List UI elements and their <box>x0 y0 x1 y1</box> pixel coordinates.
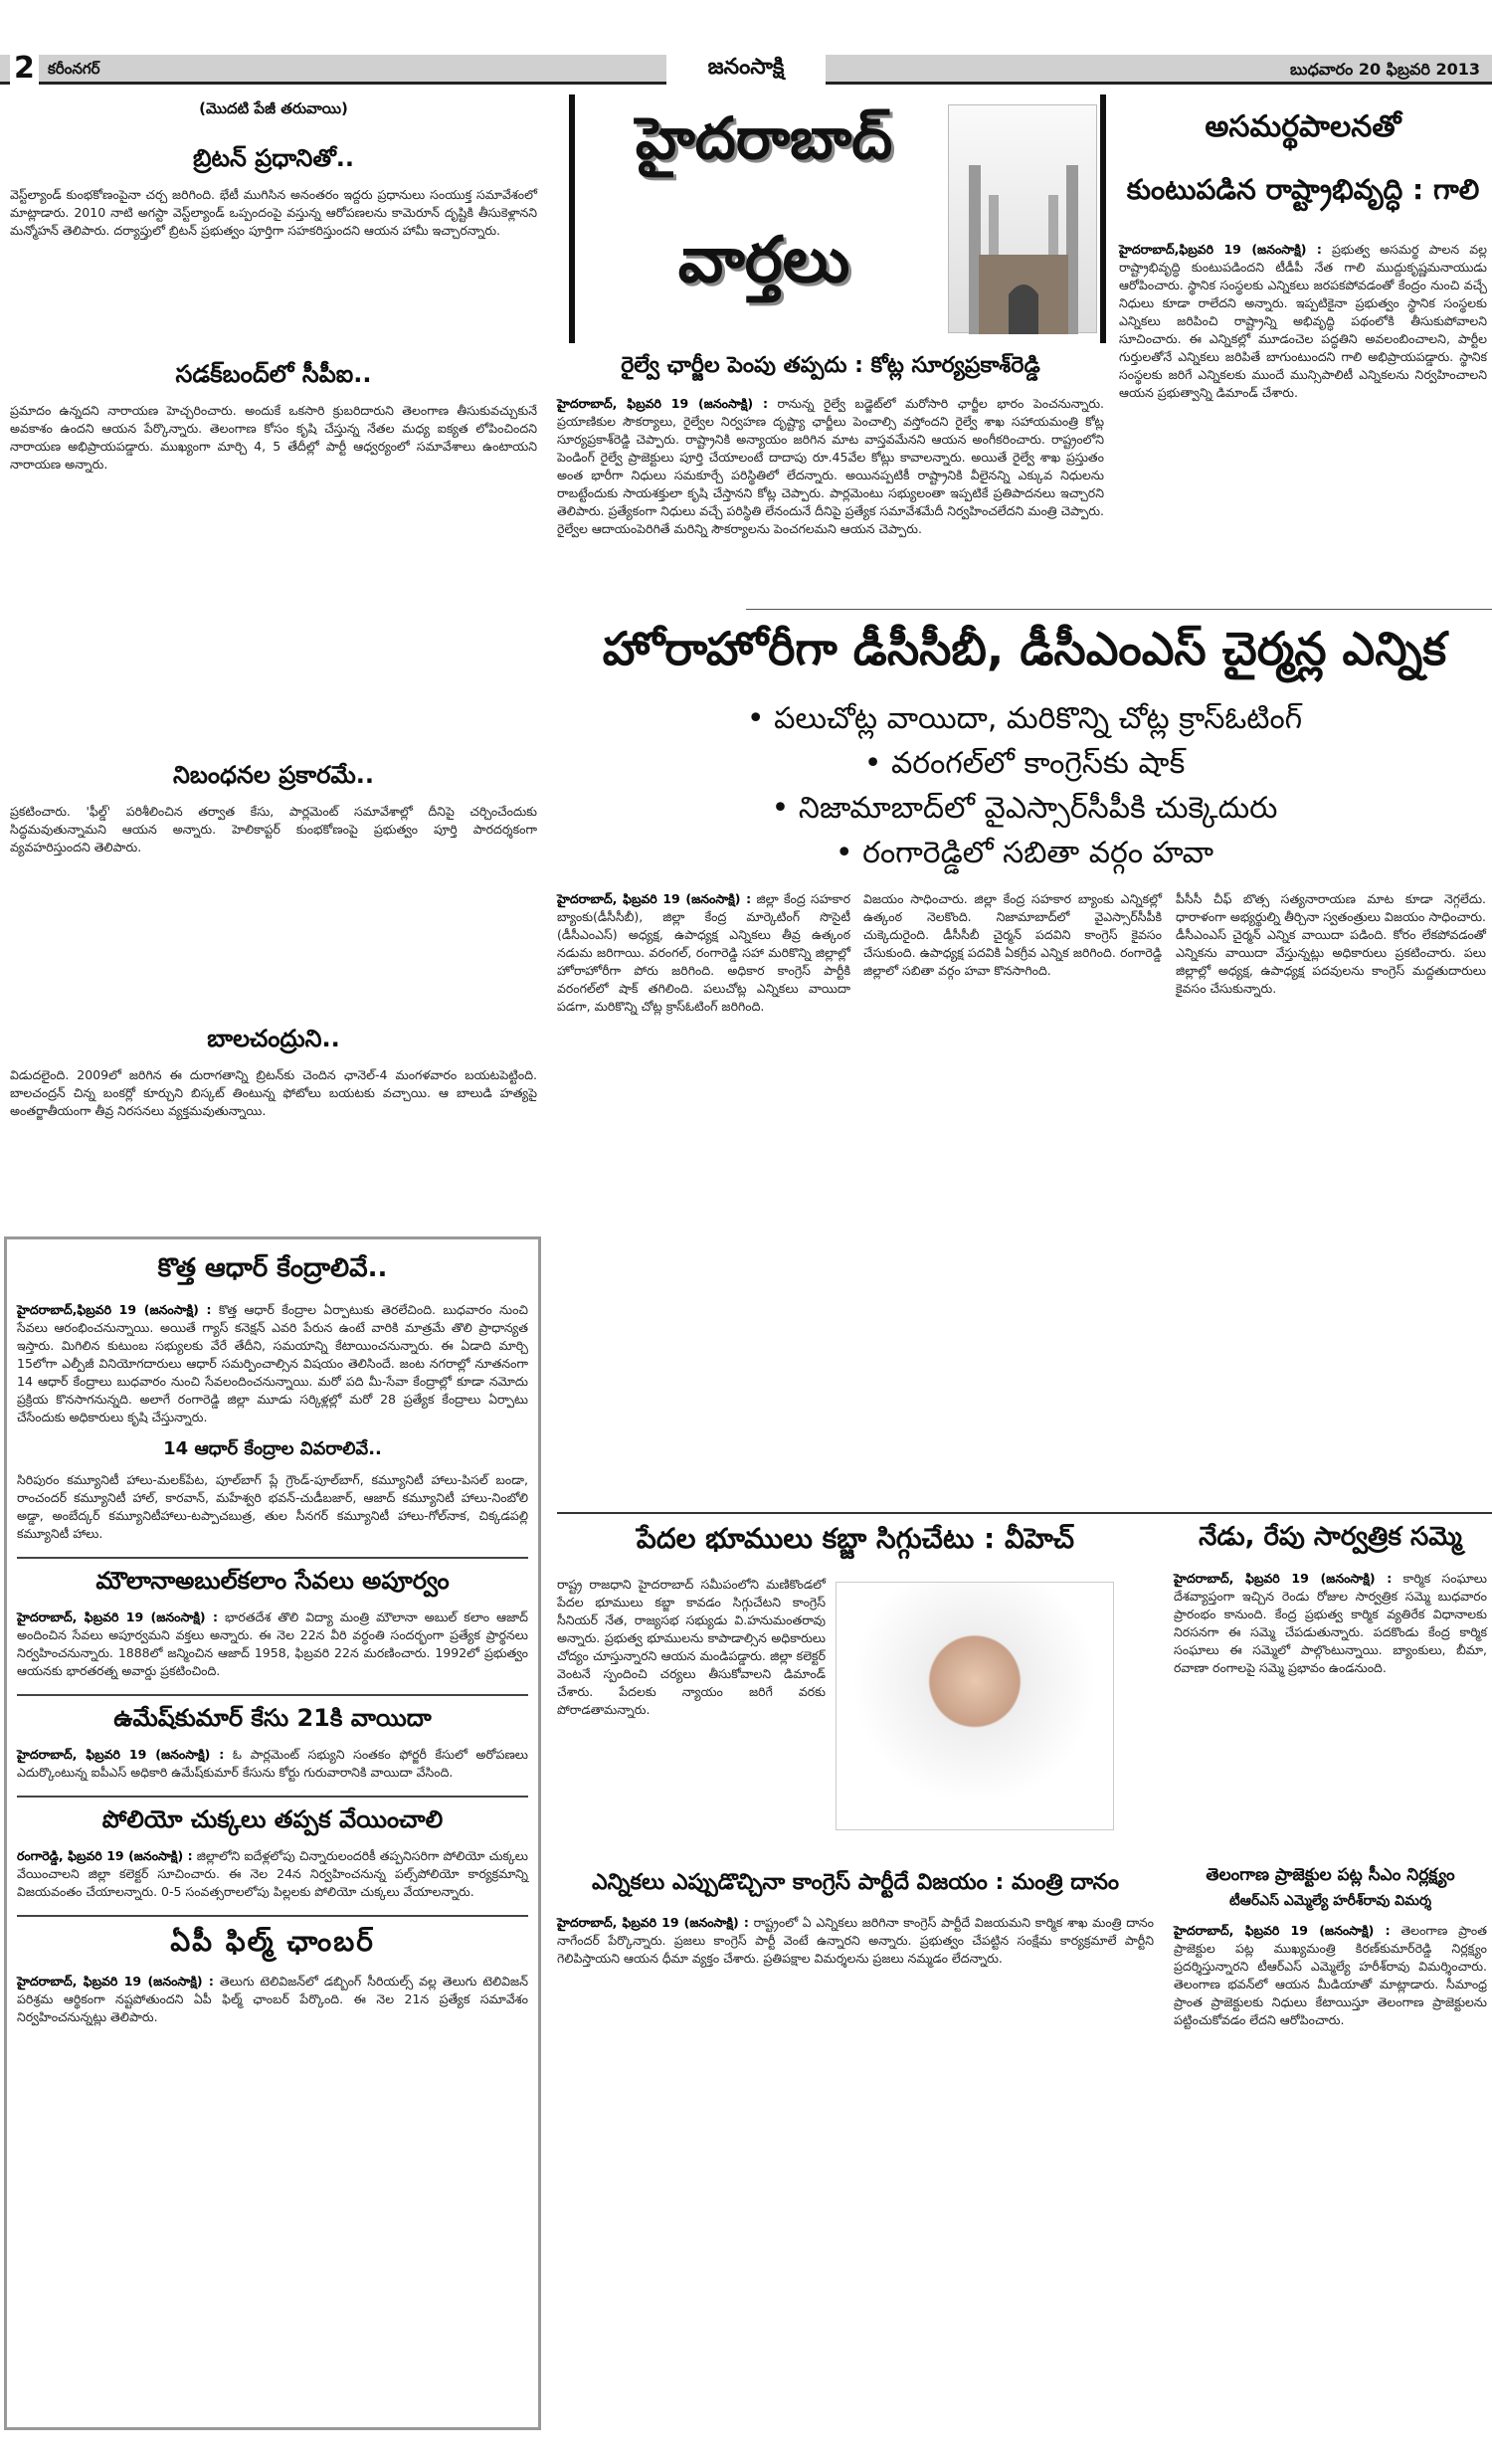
edition-name: కరీంనగర్ <box>48 60 100 78</box>
headline: బాలచంద్రుని.. <box>207 1025 340 1052</box>
article-body: కార్మిక సంఘాలు దేశవ్యాప్తంగా ఇచ్చిన రెండు రోజుల సార్వత్రిక సమ్మె బుధవారం ప్రారంభం కానుంది. కేంద్ర ప్రభుత్వ కార్మిక వ్యతిరేక విధానాలకు నిరసనగా ఈ సమ్మె చేపడుతున్నారు. పదకొండు కేంద్ర కార్మిక సంఘాలు ఈ సమ్మెలో పాల్గొంటున్నాయి. బ్యాంకులు, బీమా, రవాణా రంగాలపై సమ్మె ప్రభావం ఉండనుంది. <box>1174 1571 1487 1675</box>
headline: రైల్వే ఛార్జీల పెంపు తప్పదు : కోట్ల సూర్యప్రకాశ్‌రెడ్డి <box>621 353 1040 378</box>
hyderabad-briefs-box <box>4 1236 541 2430</box>
article-body: ప్రమాదం ఉన్నదని నారాయణ హెచ్చరించారు. అందుకే ఒకసారి క్రుబరిదారుని తెలంగాణ తీసుకువచ్చుకునే అవకాశం ఉందని ఆయన పేర్కొన్నారు. తెలంగాణ కోసం కృషి చేస్తున్న నేతల మధ్య ఐక్యత లోపించిందని నారాయణ అభిప్రాయపడ్డారు. ముఖ్యంగా మార్చి 4, 5 తేదీల్లో పార్టీ ఆధ్వర్యంలో సమావేశాలు ఉంటాయని నారాయణ అన్నారు. <box>10 403 537 472</box>
headline: నిబంధనల ప్రకారమే.. <box>173 761 374 789</box>
issue-date: బుధవారం 20 ఫిబ్రవరి 2013 <box>1290 60 1480 79</box>
article-body: విడుదలైంది. 2009లో జరిగిన ఈ దురాగతాన్ని బ్రిటన్‌కు చెందిన ఛానెల్-4 మంగళవారం బయటపెట్టింది. బాలచంద్రన్ చిన్న బంకర్లో కూర్చుని బిస్కట్ తింటున్న ఫోటోలు బయటకు వచ్చాయి. ఆ బాలుడి హత్యపై అంతర్జాతీయంగా తీవ్ర నిరసనలు వ్యక్తమవుతున్నాయి. <box>10 1067 537 1118</box>
headline: పోలియో చుక్కలు తప్పక వేయించాలి <box>101 1805 444 1833</box>
article-rules <box>10 761 537 856</box>
dateline: హైదరాబాద్,ఫిబ్రవరి 19 (జనంసాక్షి) : <box>17 1302 212 1317</box>
vh-photo <box>836 1582 1114 1830</box>
dateline: రంగారెడ్డి, ఫిబ్రవరి 19 (జనంసాక్షి) : <box>17 1848 193 1863</box>
headline: మౌలానాఅబుల్‌కలాం సేవలు అపూర్వం <box>95 1567 450 1595</box>
article-danam <box>557 1870 1154 1968</box>
article-britain <box>10 144 537 240</box>
divider <box>746 609 1492 610</box>
charminar-photo <box>948 104 1097 333</box>
dateline: హైదరాబాద్, ఫిబ్రవరి 19 (జనంసాక్షి) : <box>1174 1571 1393 1586</box>
article-body: తెలుగు టెలివిజన్‌లో డబ్బింగ్ సీరియల్స్ వల్ల తెలుగు టెలివిజన్ పరిశ్రమ ఆర్థికంగా నష్టపోతుందని ఏపీ ఫిల్మ్ ఛాంబర్ పేర్కొంది. ఈ నెల 21న ప్రత్యేక సమావేశం నిర్వహించనున్నట్లు తెలిపారు. <box>17 1974 528 2024</box>
article-body: రానున్న రైల్వే బడ్జెట్‌లో మరోసారి ఛార్జీల భారం పెంచనున్నారు. ప్రయాణికుల సౌకర్యాలు, రైల్వేల నిర్వహణ దృష్ట్యా ఛార్జీలు పెంచాల్సి వస్తోందని రైల్వే శాఖ సహాయమంత్రి కోట్ల సూర్యప్రకాశ్‌రెడ్డి చెప్పారు. రాష్ట్రానికి అన్యాయం జరిగిన మాట వాస్తవమేనని ఆయన అంగీకరించారు. రాష్ట్రంలోని పెండింగ్ రైల్వే ప్రాజెక్టులు పూర్తి చేయాలంటే దాదాపు రూ.45వేల కోట్లు కావాలన్నారు. అయితే రైల్వే శాఖ ప్రస్తుతం అంత భారీగా నిధులు సమకూర్చే పరిస్థితిలో లేదన్నారు. అయినప్పటికీ రాష్ట్రానికి వీలైనన్ని ఎక్కువ నిధులను రాబట్టేందుకు సాయశక్తులా కృషి చేస్తానని కోట్ల చెప్పారు. పార్లమెంటు సభ్యులంతా ఇప్పటికే ప్రతిపాదనలు ఇచ్చారని తెలిపారు. ప్రత్యేకంగా నిధులు వచ్చే పరిస్థితి లేనందునే దీనిపై ప్రత్యేక సమావేశమేదీ నిర్వహించలేదని మంత్రి చెప్పారు. రైల్వేల ఆదాయంపెరిగితే మరిన్ని సౌకర్యాలను పెంచగలమని ఆయన చెప్పారు. <box>557 396 1104 536</box>
article-body: ప్రభుత్వ అసమర్థ పాలన వల్ల రాష్ట్రాభివృద్ధి కుంటుపడిందని టీడీపీ నేత గాలి ముద్దుకృష్ణమనాయుడు ఆరోపించారు. స్థానిక సంస్థలకు ఎన్నికలు జరపకపోవడంతో కేంద్రం నుంచి వచ్చే నిధులు కూడా రాలేదని అన్నారు. ఇప్పటికైనా ప్రభుత్వం స్థానిక సంస్థలకు ఎన్నికలు జరిపించి రాష్ట్రాన్ని అభివృద్ధి పథంలోకి తీసుకుపోవాలని సూచించారు. ఈ ఎన్నికల్లో మూడంచెల పద్ధతిని అవలంబించాలని, పార్టీల గుర్తులతోనే ఎన్నికలు జరిపితే బాగుంటుందని గాలి అభిప్రాయపడ్డారు. స్థానిక సంస్థలకు జరిగే ఎన్నికలకు ముందే మున్సిపాలిటీ ఎన్నికలను నిర్వహించాలని ఆయన ప్రభుత్వాన్ని డిమాండ్ చేశారు. <box>1119 242 1487 400</box>
article-body: రాష్ట్ర రాజధాని హైదరాబాద్ సమీపంలోని మణికొండలో పేదల భూములు కబ్జా కావడం సిగ్గుచేటని కాంగ్రెస్ సీనియర్ నేత, రాజ్యసభ సభ్యుడు వి.హనుమంతరావు అన్నారు. ప్రభుత్వ భూములను కాపాడాల్సిన అధికారులు చోద్యం చూస్తున్నారని ఆయన మండిపడ్డారు. జిల్లా కలెక్టర్ వెంటనే స్పందించి చర్యలు తీసుకోవాలని డిమాండ్ చేశారు. పేదలకు న్యాయం జరిగే వరకు పోరాడతామన్నారు. <box>557 1577 826 1717</box>
lead-headline: హోరాహోరీగా డీసీసీబీ, డీసీఎంఎస్ చైర్మన్ల ఎన్నిక <box>602 622 1447 675</box>
dateline: హైదరాబాద్, ఫిబ్రవరి 19 (జనంసాక్షి) : <box>557 396 769 411</box>
headline: కుంటుపడిన రాష్ట్రాభివృద్ధి : గాలి <box>1126 173 1480 206</box>
dateline: హైదరాబాద్, ఫిబ్రవరి 19 (జనంసాక్షి) : <box>17 1974 214 1989</box>
charminar-icon <box>949 105 1098 334</box>
divider <box>557 1512 1492 1514</box>
dateline: హైదరాబాద్, ఫిబ్రవరి 19 (జనంసాక్షి) : <box>557 1915 749 1930</box>
article-gali <box>1119 109 1487 402</box>
headline: సడక్‌బంద్‌లో సీపీఐ.. <box>175 360 372 388</box>
article-body: కొత్త ఆధార్ కేంద్రాల ఏర్పాటుకు తెరలేచింది. బుధవారం నుంచి సేవలు ఆరంభించనున్నాయి. అయితే గ్యాస్ కనెక్షన్ ఎవరి పేరున ఉంటే వారికి మాత్రమే తొలి ప్రాధాన్యత ఇస్తారు. మిగిలిన కుటుంబ సభ్యులకు వేరే తేదీని, సమయాన్ని కేటాయించనున్నారు. ఈ ఏడాది మార్చి 15లోగా ఎల్పీజీ వినియోగదారులు ఆధార్ సమర్పించాల్సిన విషయం తెలిసిందే. జంట నగరాల్లో నూతనంగా 14 ఆధార్ కేంద్రాలు బుధవారం నుంచి సేవలందించనున్నాయి. మరో పది మీ-సేవా కేంద్రాల్లో కూడా నమోదు ప్రక్రియ కొనసాగనున్నది. అలాగే రంగారెడ్డి జిల్లా మూడు సర్కిళ్లల్లో మరో 28 ప్రత్యేక కేంద్రాలు ఏర్పాటు చేసేందుకు అధికారులు కృషి చేస్తున్నారు. <box>17 1302 529 1424</box>
article-body: జిల్లాలోని ఐదేళ్లలోపు చిన్నారులందరికీ తప్పనిసరిగా పోలియో చుక్కలు వేయించాలని జిల్లా కలెక్టర్ సూచించారు. ఈ నెల 24న నిర్వహించనున్న పల్స్‌పోలియో కార్యక్రమాన్ని విజయవంతం చేయాలన్నారు. 0-5 సంవత్సరాలలోపు పిల్లలకు పోలియో చుక్కలు వేయాలన్నారు. <box>17 1848 528 1899</box>
lead-column-2: విజయం సాధించారు. జిల్లా కేంద్ర సహకార బ్యాంకు ఎన్నికల్లో ఉత్కంఠ నెలకొంది. నిజామాబాద్‌లో వైఎస్సార్‌సీపీకి చుక్కెదురైంది. డీసీసీబీ చైర్మన్ పదవిని కాంగ్రెస్ కైవసం చేసుకుంది. ఉపాధ్యక్ష పదవికి ఏకగ్రీవ ఎన్నిక జరిగింది. రంగారెడ్డి జిల్లాలో సబితా వర్గం హవా కొనసాగింది. <box>863 891 1162 978</box>
subheadline: టీఆర్‌ఎస్ ఎమ్మెల్యే హరీశ్‌రావు విమర్శ <box>1228 1893 1431 1909</box>
article-sadak-bandh <box>10 360 537 474</box>
kicker: అసమర్థపాలనతో <box>1205 109 1401 144</box>
bullet-point: • పలుచోట్ల వాయిదా, మరికొన్ని చోట్ల క్రాస్‌ఓటింగ్ <box>746 701 1303 736</box>
article-body: వెస్ట్‌ల్యాండ్ కుంభకోణంపైనా చర్చ జరిగింది. భేటీ ముగిసిన అనంతరం ఇద్దరు ప్రధానులు సంయుక్త సమావేశంలో మాట్లాడారు. 2010 నాటి అగస్టా వెస్ట్‌ల్యాండ్ ఒప్పందంపై వస్తున్న ఆరోపణలను కామెరూన్ దృష్టికి తీసుకెళ్లానని మన్మోహన్ తెలిపారు. దర్యాప్తులో బ్రిటన్ ప్రభుత్వం పూర్తిగా సహకరిస్తుందని ఆయన హామీ ఇచ్చారన్నారు. <box>10 187 537 238</box>
headline: ఉమేష్‌కుమార్ కేసు 21కి వాయిదా <box>113 1704 432 1732</box>
banner-line-2: వార్తలు <box>677 224 850 297</box>
dateline: హైదరాబాద్, ఫిబ్రవరి 19 (జనంసాక్షి) : <box>1174 1923 1391 1938</box>
article-body: తెలంగాణ ప్రాంత ప్రాజెక్టుల పట్ల ముఖ్యమంత్రి కిరణ్‌కుమార్‌రెడ్డి నిర్లక్ష్యం ప్రదర్శిస్తున్నారని టీఆర్‌ఎస్ ఎమ్మెల్యే హరీశ్‌రావు విమర్శించారు. తెలంగాణ భవన్‌లో ఆయన మీడియాతో మాట్లాడారు. సీమాంధ్ర ప్రాంత ప్రాజెక్టులకు నిధులు కేటాయిస్తూ తెలంగాణ ప్రాజెక్టులను పట్టించుకోవడం లేదని ఆరోపించారు. <box>1174 1923 1487 2027</box>
hyderabad-news-banner <box>569 95 1106 343</box>
article-strike <box>1174 1522 1487 1677</box>
bullet-point: • నిజామాబాద్‌లో వైఎస్సార్‌సీపీకి చుక్కెదురు <box>771 791 1278 826</box>
dateline: హైదరాబాద్,ఫిబ్రవరి 19 (జనంసాక్షి) : <box>1119 242 1322 257</box>
headline: పేదల భూములు కబ్జా సిగ్గుచేటు : వీహెచ్ <box>636 1522 1075 1555</box>
article-body: సిరిపురం కమ్యూనిటీ హాలు-మలక్‌పేట, పూల్‌బాగ్ ప్లే గ్రౌండ్-పూల్‌బాగ్, కమ్యూనిటీ హాలు-పిసల్ బండా, రాంచందర్ కమ్యూనిటీ హాల్, కారవాన్, మహేశ్వరి భవన్-చుడీబజార్, ఆజాద్ కమ్యూనిటీ హాలు-నింబోలి అడ్డా, అంబేద్కర్ కమ్యూనిటీహాలు-టప్పాచబుత్ర, తుల సీనగర్ కమ్యూనిటీ హాలు-గోల్‌నాక, చిక్కడపల్లి కమ్యూనిటీ హాలు. <box>17 1472 528 1541</box>
bullet-point: • రంగారెడ్డిలో సబితా వర్గం హవా <box>835 836 1214 870</box>
headline: నేడు, రేపు సార్వత్రిక సమ్మె <box>1199 1522 1462 1552</box>
continued-label: (మొదటి పేజీ తరువాయి) <box>199 99 348 117</box>
lead-bullets <box>557 696 1492 875</box>
headline: బ్రిటన్ ప్రధానితో.. <box>192 144 355 172</box>
headline: ఏపీ ఫిల్మ్ ఛాంబర్ <box>170 1925 375 1958</box>
headline: కొత్త ఆధార్ కేంద్రాలివే.. <box>157 1253 388 1283</box>
dateline: హైదరాబాద్, ఫిబ్రవరి 19 (జనంసాక్షి) : <box>17 1610 219 1624</box>
banner-line-1: హైదరాబాద్ <box>635 104 893 172</box>
page-number: 2 <box>10 52 39 86</box>
subheadline: 14 ఆధార్ కేంద్రాల వివరాలివే.. <box>163 1438 382 1459</box>
article-balachandran <box>10 1025 537 1120</box>
article-railway <box>557 353 1104 538</box>
article-body: భారతదేశ తొలి విద్యా మంత్రి మౌలానా అబుల్ కలాం ఆజాద్ అందించిన సేవలు అపూర్వమని వక్తలు అన్నారు. ఈ నెల 22న వీరి వర్ధంతి సందర్భంగా ప్రత్యేక ప్రార్థనలు నిర్వహించనున్నారు. 1888లో జన్మించిన ఆజాద్ 1958, ఫిబ్రవరి 22న మరణించారు. 1992లో ప్రభుత్వం ఆయనకు భారతరత్న అవార్డు ప్రకటించింది. <box>17 1610 528 1678</box>
bullet-point: • వరంగల్‌లో కాంగ్రెస్‌కు షాక్ <box>863 746 1186 781</box>
lead-column-3: పీసీసీ చీఫ్ బొత్స సత్యనారాయణ మాట కూడా నెగ్గలేదు. ధారాళంగా అభ్యర్థుల్ని తీర్చినా స్వతంత్రులు విజయం సాధించారు. డీసీఎంఎస్ చైర్మన్ ఎన్నిక వాయిదా పడింది. కోరం లేకపోవడంతో ఎన్నికను వాయిదా వేస్తున్నట్లు అధికారులు ప్రకటించారు. పలు జిల్లాల్లో అధ్యక్ష, ఉపాధ్యక్ష పదవులను కాంగ్రెస్ మద్దతుదారులు కైవసం చేసుకున్నారు. <box>1176 891 1486 996</box>
dateline: హైదరాబాద్, ఫిబ్రవరి 19 (జనంసాక్షి) : <box>17 1747 225 1762</box>
article-body: రాష్ట్రంలో ఏ ఎన్నికలు జరిగినా కాంగ్రెస్ పార్టీదే విజయమని కార్మిక శాఖ మంత్రి దానం నాగేందర్ పేర్కొన్నారు. ప్రజలు కాంగ్రెస్ పార్టీ వెంటే ఉన్నారని అన్నారు. ప్రభుత్వం చేపట్టిన సంక్షేమ కార్యక్రమాలే పార్టీని గెలిపిస్తాయని ఆయన ధీమా వ్యక్తం చేశారు. ప్రతిపక్షాల విమర్శలను ప్రజలు నమ్మడం లేదన్నారు. <box>557 1915 1154 1966</box>
newspaper-logo: జనంసాక్షి <box>666 48 826 88</box>
headline: తెలంగాణ ప్రాజెక్టుల పట్ల సీఎం నిర్లక్ష్యం <box>1206 1865 1455 1885</box>
lead-column-1: హైదరాబాద్, ఫిబ్రవరి 19 (జనంసాక్షి) : జిల్లా కేంద్ర సహకార బ్యాంకు(డీసీసీబీ), జిల్లా కేంద్ర మార్కెటింగ్ సొసైటీ (డీసీఎంఎస్) అధ్యక్ష, ఉపాధ్యక్ష ఎన్నికలు తీవ్ర ఉత్కంఠ నడుమ జరిగాయి. వరంగల్, రంగారెడ్డి సహా మరికొన్ని జిల్లాల్లో హోరాహోరీగా పోరు జరిగింది. అధికార కాంగ్రెస్ పార్టీకి వరంగల్‌లో షాక్ తగిలింది. పలుచోట్ల ఎన్నికలు వాయిదా పడగా, మరికొన్ని చోట్ల క్రాస్‌ఓటింగ్ జరిగింది. <box>557 891 850 1014</box>
headline: ఎన్నికలు ఎప్పుడొచ్చినా కాంగ్రెస్ పార్టీదే విజయం : మంత్రి దానం <box>591 1870 1120 1895</box>
article-body: ఓ పార్లమెంట్ సభ్యుని సంతకం ఫోర్జరీ కేసులో అరోపణలు ఎదుర్కొంటున్న ఐపీఎస్ అధికారి ఉమేష్‌కుమార్ కేసును కోర్టు గురువారానికి వాయిదా వేసింది. <box>17 1747 528 1780</box>
article-harish <box>1174 1865 1487 2029</box>
article-body: ప్రకటించారు. 'ఫీల్డ్' పరిశీలించిన తర్వాత కేసు, పార్లమెంట్ సమావేశాల్లో దీనిపై చర్చించేందుకు సిద్ధమవుతున్నామని ఆయన అన్నారు. హెలికాప్టర్ కుంభకోణంపై ప్రభుత్వం పూర్తి పారదర్శకంగా వ్యవహరిస్తుందని తెలిపారు. <box>10 804 537 854</box>
